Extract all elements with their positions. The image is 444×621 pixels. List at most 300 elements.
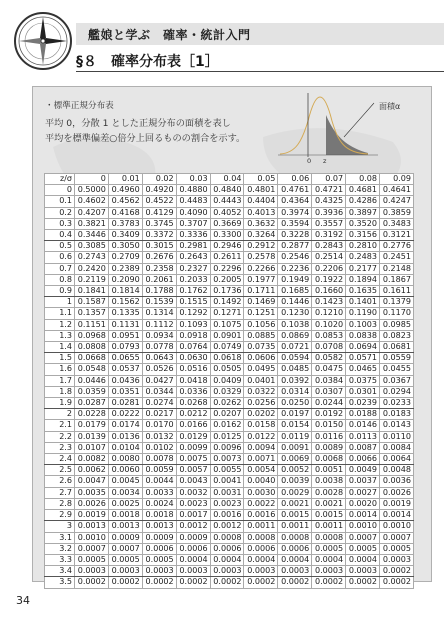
table-cell: 0.0011 xyxy=(278,521,312,532)
table-cell: 0.0287 xyxy=(75,398,109,409)
table-cell: 0.0582 xyxy=(312,353,346,364)
table-cell: 0.4920 xyxy=(142,185,176,196)
table-cell: 0.0026 xyxy=(380,487,414,498)
column-header: 0.07 xyxy=(312,174,346,185)
table-row xyxy=(45,375,414,386)
content-panel xyxy=(32,86,432,587)
table-cell: 0.0043 xyxy=(176,476,210,487)
table-cell: 0.0010 xyxy=(346,521,380,532)
table-cell: 0.0537 xyxy=(108,364,142,375)
table-cell: 0.0197 xyxy=(278,409,312,420)
table-cell: 0.0052 xyxy=(278,465,312,476)
table-cell: 0.0606 xyxy=(244,353,278,364)
table-cell: 0.0107 xyxy=(75,442,109,453)
table-cell: 0.0838 xyxy=(346,330,380,341)
table-cell: 0.0023 xyxy=(176,498,210,509)
table-cell: 0.4721 xyxy=(312,185,346,196)
table-cell: 0.2578 xyxy=(244,252,278,263)
header-divider xyxy=(76,71,444,72)
table-cell: 0.0244 xyxy=(312,398,346,409)
table-cell: 0.2810 xyxy=(346,241,380,252)
table-cell: 0.0217 xyxy=(142,409,176,420)
table-row xyxy=(45,554,414,565)
table-cell: 0.0375 xyxy=(346,375,380,386)
table-cell: 0.0735 xyxy=(244,342,278,353)
table-cell: 0.0003 xyxy=(244,566,278,577)
table-cell: 0.0630 xyxy=(176,353,210,364)
table-cell: 0.0007 xyxy=(108,543,142,554)
row-header-cell: 2.5 xyxy=(45,465,75,476)
table-cell: 0.4364 xyxy=(278,196,312,207)
table-cell: 0.0003 xyxy=(278,566,312,577)
table-cell: 0.1314 xyxy=(142,308,176,319)
table-row xyxy=(45,532,414,543)
table-cell: 0.1562 xyxy=(108,297,142,308)
row-header-cell: 2.4 xyxy=(45,454,75,465)
table-row xyxy=(45,342,414,353)
table-cell: 0.0516 xyxy=(176,364,210,375)
table-cell: 0.3594 xyxy=(278,218,312,229)
table-row xyxy=(45,476,414,487)
table-cell: 0.4207 xyxy=(75,207,109,218)
table-cell: 0.0212 xyxy=(176,409,210,420)
table-cell: 0.1841 xyxy=(75,286,109,297)
table-cell: 0.3936 xyxy=(312,207,346,218)
table-cell: 0.0239 xyxy=(346,398,380,409)
table-cell: 0.0019 xyxy=(75,510,109,521)
table-cell: 0.0020 xyxy=(346,498,380,509)
table-cell: 0.0179 xyxy=(75,420,109,431)
table-cell: 0.0274 xyxy=(142,398,176,409)
table-cell: 0.0002 xyxy=(108,577,142,588)
table-cell: 0.0002 xyxy=(278,577,312,588)
table-cell: 0.0505 xyxy=(210,364,244,375)
table-cell: 0.0064 xyxy=(380,454,414,465)
table-cell: 0.0023 xyxy=(210,498,244,509)
table-cell: 0.3483 xyxy=(380,218,414,229)
row-header-cell: 2.1 xyxy=(45,420,75,431)
table-cell: 0.1736 xyxy=(210,286,244,297)
table-cell: 0.4641 xyxy=(380,185,414,196)
table-cell: 0.1112 xyxy=(142,319,176,330)
axis-zero-label: 0 xyxy=(307,157,312,165)
table-cell: 0.2451 xyxy=(380,252,414,263)
row-header-cell: 3.4 xyxy=(45,566,75,577)
table-cell: 0.0060 xyxy=(108,465,142,476)
table-cell: 0.0037 xyxy=(346,476,380,487)
table-cell: 0.0694 xyxy=(346,342,380,353)
table-cell: 0.0139 xyxy=(75,431,109,442)
row-header-cell: 3.5 xyxy=(45,577,75,588)
table-cell: 0.2676 xyxy=(142,252,176,263)
table-cell: 0.0006 xyxy=(244,543,278,554)
table-cell: 0.0005 xyxy=(108,554,142,565)
table-cell: 0.0116 xyxy=(312,431,346,442)
table-cell: 0.2206 xyxy=(312,263,346,274)
table-cell: 0.0062 xyxy=(75,465,109,476)
table-cell: 0.0008 xyxy=(278,532,312,543)
table-cell: 0.0207 xyxy=(210,409,244,420)
table-cell: 0.2946 xyxy=(210,241,244,252)
table-cell: 0.2514 xyxy=(312,252,346,263)
table-cell: 0.0025 xyxy=(108,498,142,509)
table-cell: 0.1711 xyxy=(244,286,278,297)
table-row xyxy=(45,398,414,409)
table-cell: 0.0045 xyxy=(108,476,142,487)
table-row xyxy=(45,364,414,375)
table-row xyxy=(45,241,414,252)
table-row xyxy=(45,230,414,241)
table-cell: 0.0009 xyxy=(176,532,210,543)
column-header: 0 xyxy=(75,174,109,185)
table-cell: 0.0031 xyxy=(210,487,244,498)
table-cell: 0.0188 xyxy=(346,409,380,420)
table-cell: 0.1685 xyxy=(278,286,312,297)
table-cell: 0.2033 xyxy=(176,274,210,285)
table-cell: 0.0655 xyxy=(108,353,142,364)
bell-curve xyxy=(280,97,368,154)
table-cell: 0.0038 xyxy=(312,476,346,487)
z-table xyxy=(44,173,414,589)
table-cell: 0.1611 xyxy=(380,286,414,297)
table-row xyxy=(45,252,414,263)
table-cell: 0.0869 xyxy=(278,330,312,341)
table-cell: 0.0122 xyxy=(244,431,278,442)
table-cell: 0.3632 xyxy=(244,218,278,229)
table-cell: 0.0281 xyxy=(108,398,142,409)
series-title: 艦娘と学ぶ 確率・統計入門 xyxy=(88,28,251,42)
table-cell: 0.0013 xyxy=(142,521,176,532)
table-cell: 0.0301 xyxy=(346,386,380,397)
table-cell: 0.0007 xyxy=(75,543,109,554)
table-cell: 0.4801 xyxy=(244,185,278,196)
table-cell: 0.2709 xyxy=(108,252,142,263)
table-row xyxy=(45,577,414,588)
table-cell: 0.0021 xyxy=(312,498,346,509)
table-cell: 0.2420 xyxy=(75,263,109,274)
row-header-cell: 1.6 xyxy=(45,364,75,375)
table-cell: 0.0047 xyxy=(75,476,109,487)
table-cell: 0.0057 xyxy=(176,465,210,476)
table-cell: 0.2776 xyxy=(380,241,414,252)
section-title: §８ 確率分布表［1］ xyxy=(76,54,219,70)
table-cell: 0.0294 xyxy=(380,386,414,397)
row-header-cell: 1.7 xyxy=(45,375,75,386)
table-cell: 0.0010 xyxy=(380,521,414,532)
table-cell: 0.3446 xyxy=(75,230,109,241)
table-cell: 0.0091 xyxy=(278,442,312,453)
table-cell: 0.3300 xyxy=(210,230,244,241)
table-cell: 0.0336 xyxy=(176,386,210,397)
table-cell: 0.2546 xyxy=(278,252,312,263)
table-cell: 0.2483 xyxy=(346,252,380,263)
table-cell: 0.0010 xyxy=(75,532,109,543)
table-cell: 0.1949 xyxy=(278,274,312,285)
table-cell: 0.1660 xyxy=(312,286,346,297)
table-cell: 0.0475 xyxy=(312,364,346,375)
table-cell: 0.0007 xyxy=(346,532,380,543)
row-header-cell: 1 xyxy=(45,297,75,308)
table-cell: 0.0040 xyxy=(244,476,278,487)
table-cell: 0.0006 xyxy=(278,543,312,554)
table-cell: 0.0039 xyxy=(278,476,312,487)
table-cell: 0.3859 xyxy=(380,207,414,218)
table-cell: 0.2090 xyxy=(108,274,142,285)
column-header: 0.02 xyxy=(142,174,176,185)
table-cell: 0.0102 xyxy=(142,442,176,453)
row-header-cell: 2.9 xyxy=(45,510,75,521)
row-header-cell: 2.2 xyxy=(45,431,75,442)
table-cell: 0.0016 xyxy=(210,510,244,521)
table-row xyxy=(45,263,414,274)
table-cell: 0.0036 xyxy=(380,476,414,487)
table-cell: 0.0035 xyxy=(75,487,109,498)
table-cell: 0.2266 xyxy=(244,263,278,274)
table-row xyxy=(45,510,414,521)
table-cell: 0.0004 xyxy=(244,554,278,565)
table-cell: 0.0003 xyxy=(380,554,414,565)
column-header: 0.08 xyxy=(346,174,380,185)
table-cell: 0.0006 xyxy=(176,543,210,554)
table-cell: 0.0495 xyxy=(244,364,278,375)
table-cell: 0.3192 xyxy=(312,230,346,241)
table-cell: 0.0166 xyxy=(176,420,210,431)
table-cell: 0.0250 xyxy=(278,398,312,409)
table-cell: 0.0002 xyxy=(346,577,380,588)
table-cell: 0.0073 xyxy=(210,454,244,465)
table-cell: 0.3557 xyxy=(312,218,346,229)
table-cell: 0.0314 xyxy=(278,386,312,397)
table-cell: 0.0051 xyxy=(312,465,346,476)
table-cell: 0.0006 xyxy=(210,543,244,554)
table-cell: 0.1038 xyxy=(278,319,312,330)
table-cell: 0.0119 xyxy=(278,431,312,442)
table-cell: 0.1977 xyxy=(244,274,278,285)
table-cell: 0.0013 xyxy=(75,521,109,532)
table-row xyxy=(45,353,414,364)
table-cell: 0.0885 xyxy=(244,330,278,341)
table-cell: 0.3974 xyxy=(278,207,312,218)
table-row xyxy=(45,465,414,476)
table-cell: 0.0004 xyxy=(210,554,244,565)
table-cell: 0.0222 xyxy=(108,409,142,420)
table-cell: 0.1230 xyxy=(278,308,312,319)
table-cell: 0.0113 xyxy=(346,431,380,442)
table-cell: 0.0018 xyxy=(108,510,142,521)
table-cell: 0.0594 xyxy=(278,353,312,364)
table-cell: 0.1515 xyxy=(176,297,210,308)
table-cell: 0.0004 xyxy=(176,554,210,565)
area-label: 面積α xyxy=(379,102,401,111)
table-cell: 0.1292 xyxy=(176,308,210,319)
table-cell: 0.3707 xyxy=(176,218,210,229)
table-cell: 0.0032 xyxy=(176,487,210,498)
row-header-cell: 3.2 xyxy=(45,543,75,554)
table-cell: 0.0344 xyxy=(142,386,176,397)
table-cell: 0.1539 xyxy=(142,297,176,308)
table-row xyxy=(45,319,414,330)
row-header-cell: 2.3 xyxy=(45,442,75,453)
table-row xyxy=(45,498,414,509)
table-cell: 0.4562 xyxy=(108,196,142,207)
table-cell: 0.0853 xyxy=(312,330,346,341)
table-cell: 0.0004 xyxy=(278,554,312,565)
table-cell: 0.0054 xyxy=(244,465,278,476)
table-cell: 0.0005 xyxy=(142,554,176,565)
table-cell: 0.1922 xyxy=(312,274,346,285)
table-cell: 0.1788 xyxy=(142,286,176,297)
table-cell: 0.0110 xyxy=(380,431,414,442)
table-cell: 0.5000 xyxy=(75,185,109,196)
table-row xyxy=(45,487,414,498)
table-cell: 0.4090 xyxy=(176,207,210,218)
table-cell: 0.2981 xyxy=(176,241,210,252)
table-cell: 0.4840 xyxy=(210,185,244,196)
table-cell: 0.0099 xyxy=(176,442,210,453)
table-cell: 0.0006 xyxy=(142,543,176,554)
table-cell: 0.0808 xyxy=(75,342,109,353)
table-cell: 0.0019 xyxy=(380,498,414,509)
table-cell: 0.0548 xyxy=(75,364,109,375)
table-cell: 0.4325 xyxy=(312,196,346,207)
table-cell: 0.0233 xyxy=(380,398,414,409)
table-cell: 0.2912 xyxy=(244,241,278,252)
row-header-cell: 1.3 xyxy=(45,330,75,341)
table-row xyxy=(45,386,414,397)
table-cell: 0.0009 xyxy=(142,532,176,543)
row-header-cell: 1.4 xyxy=(45,342,75,353)
table-cell: 0.0793 xyxy=(108,342,142,353)
table-row xyxy=(45,218,414,229)
table-cell: 0.2005 xyxy=(210,274,244,285)
table-cell: 0.0485 xyxy=(278,364,312,375)
table-cell: 0.4681 xyxy=(346,185,380,196)
compass-rose-icon xyxy=(16,14,70,68)
table-cell: 0.0455 xyxy=(380,364,414,375)
table-row xyxy=(45,330,414,341)
table-cell: 0.0228 xyxy=(75,409,109,420)
table-cell: 0.0465 xyxy=(346,364,380,375)
table-cell: 0.4880 xyxy=(176,185,210,196)
table-cell: 0.0003 xyxy=(176,566,210,577)
table-cell: 0.4168 xyxy=(108,207,142,218)
table-cell: 0.0011 xyxy=(244,521,278,532)
table-cell: 0.0359 xyxy=(75,386,109,397)
table-row xyxy=(45,207,414,218)
table-cell: 0.0013 xyxy=(108,521,142,532)
row-header-cell: 0.4 xyxy=(45,230,75,241)
table-cell: 0.0066 xyxy=(346,454,380,465)
axis-z-label: z xyxy=(323,157,327,165)
table-cell: 0.1894 xyxy=(346,274,380,285)
table-cell: 0.0005 xyxy=(75,554,109,565)
table-cell: 0.2643 xyxy=(176,252,210,263)
table-cell: 0.0014 xyxy=(346,510,380,521)
row-header-cell: 3.3 xyxy=(45,554,75,565)
table-cell: 0.3520 xyxy=(346,218,380,229)
table-cell: 0.2843 xyxy=(312,241,346,252)
table-cell: 0.0143 xyxy=(380,420,414,431)
table-cell: 0.0082 xyxy=(75,454,109,465)
table-cell: 0.0018 xyxy=(142,510,176,521)
table-cell: 0.0024 xyxy=(142,498,176,509)
row-header-cell: 1.9 xyxy=(45,398,75,409)
table-cell: 0.0749 xyxy=(210,342,244,353)
table-cell: 0.0002 xyxy=(244,577,278,588)
table-cell: 0.0262 xyxy=(210,398,244,409)
table-cell: 0.0080 xyxy=(108,454,142,465)
table-cell: 0.2148 xyxy=(380,263,414,274)
table-cell: 0.0968 xyxy=(75,330,109,341)
table-cell: 0.0170 xyxy=(142,420,176,431)
table-cell: 0.1335 xyxy=(108,308,142,319)
table-cell: 0.3745 xyxy=(142,218,176,229)
row-header-cell: 0.8 xyxy=(45,274,75,285)
table-cell: 0.0009 xyxy=(108,532,142,543)
table-cell: 0.0059 xyxy=(142,465,176,476)
table-cell: 0.1635 xyxy=(346,286,380,297)
table-cell: 0.4247 xyxy=(380,196,414,207)
page-number: 34 xyxy=(16,594,30,607)
table-cell: 0.3015 xyxy=(142,241,176,252)
table-cell: 0.0005 xyxy=(380,543,414,554)
table-cell: 0.2877 xyxy=(278,241,312,252)
row-header-cell: 0.1 xyxy=(45,196,75,207)
table-cell: 0.4522 xyxy=(142,196,176,207)
table-cell: 0.3121 xyxy=(380,230,414,241)
table-cell: 0.1151 xyxy=(75,319,109,330)
table-cell: 0.0028 xyxy=(312,487,346,498)
table-cell: 0.0174 xyxy=(108,420,142,431)
table-cell: 0.1814 xyxy=(108,286,142,297)
intro-label: ・標準正規分布表 xyxy=(45,101,114,111)
table-row xyxy=(45,297,414,308)
table-cell: 0.4761 xyxy=(278,185,312,196)
table-cell: 0.0008 xyxy=(312,532,346,543)
table-row xyxy=(45,454,414,465)
table-cell: 0.0068 xyxy=(312,454,346,465)
table-cell: 0.0003 xyxy=(312,566,346,577)
table-cell: 0.4286 xyxy=(346,196,380,207)
column-header: 0.01 xyxy=(108,174,142,185)
intro-text-line: 平均を標準偏差○倍分上回るものの割合を示す。 xyxy=(45,133,246,144)
row-header-cell: 0.7 xyxy=(45,263,75,274)
table-cell: 0.0132 xyxy=(142,431,176,442)
table-cell: 0.0041 xyxy=(210,476,244,487)
table-cell: 0.2743 xyxy=(75,252,109,263)
table-cell: 0.1170 xyxy=(380,308,414,319)
table-cell: 0.0008 xyxy=(210,532,244,543)
row-header-cell: 3 xyxy=(45,521,75,532)
table-cell: 0.0069 xyxy=(278,454,312,465)
table-cell: 0.3669 xyxy=(210,218,244,229)
table-row xyxy=(45,409,414,420)
table-cell: 0.0012 xyxy=(176,521,210,532)
table-cell: 0.0055 xyxy=(210,465,244,476)
table-cell: 0.3156 xyxy=(346,230,380,241)
table-cell: 0.0075 xyxy=(176,454,210,465)
table-cell: 0.0002 xyxy=(176,577,210,588)
table-cell: 0.0005 xyxy=(312,543,346,554)
row-header-cell: 0.6 xyxy=(45,252,75,263)
table-cell: 0.0002 xyxy=(75,577,109,588)
table-cell: 0.4404 xyxy=(244,196,278,207)
table-cell: 0.2358 xyxy=(142,263,176,274)
table-cell: 0.0002 xyxy=(142,577,176,588)
table-row xyxy=(45,543,414,554)
table-row xyxy=(45,286,414,297)
row-header-cell: 1.5 xyxy=(45,353,75,364)
